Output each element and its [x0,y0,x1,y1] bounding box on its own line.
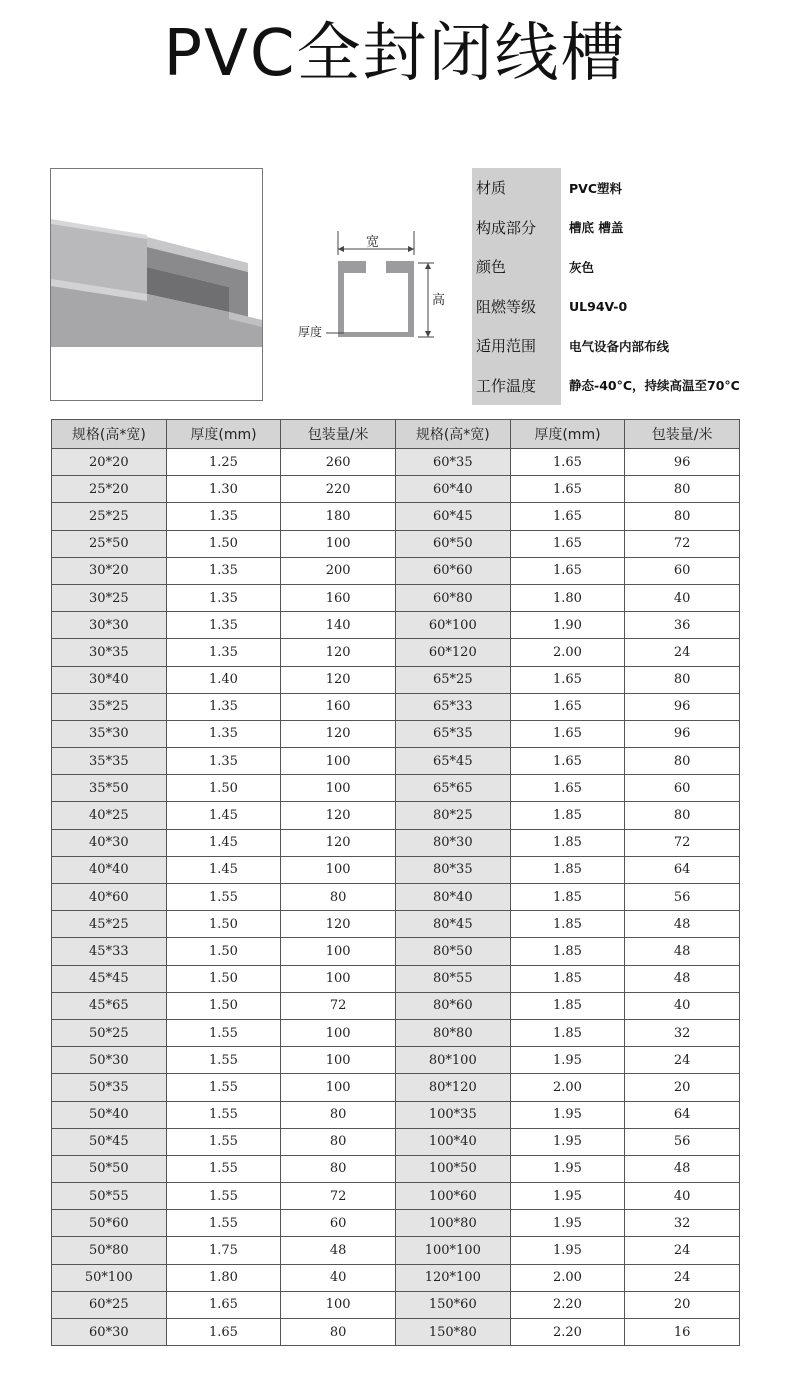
table-cell: 60 [281,1210,396,1237]
table-row [52,1237,740,1264]
table-cell: 100 [281,1047,396,1074]
table-row [52,584,740,611]
table-cell: 30*40 [52,666,167,693]
table-cell: 1.65 [510,557,625,584]
table-header-row [52,420,740,449]
spec-value: 槽底 槽盖 [569,220,624,236]
table-row [52,639,740,666]
table-cell: 72 [281,992,396,1019]
table-cell: 1.35 [166,612,281,639]
table-cell: 40 [281,1264,396,1291]
column-header: 规格(高*宽) [52,420,167,449]
table-cell: 1.65 [510,720,625,747]
table-row [52,938,740,965]
table-cell: 64 [625,1101,740,1128]
table-cell: 100 [281,938,396,965]
table-cell: 120*100 [395,1264,510,1291]
table-cell: 1.55 [166,1101,281,1128]
table-cell: 24 [625,639,740,666]
table-row [52,503,740,530]
table-cell: 1.45 [166,829,281,856]
table-cell: 40*25 [52,802,167,829]
table-cell: 60*30 [52,1319,167,1346]
spec-label: 颜色 [472,247,561,287]
table-cell: 1.85 [510,884,625,911]
table-cell: 80*45 [395,911,510,938]
table-cell: 50*35 [52,1074,167,1101]
table-cell: 72 [625,829,740,856]
spec-label: 阻燃等级 [472,287,561,327]
table-row [52,1019,740,1046]
table-row [52,829,740,856]
table-cell: 25*20 [52,476,167,503]
table-cell: 1.50 [166,775,281,802]
table-cell: 96 [625,449,740,476]
spec-value: UL94V-0 [569,298,628,314]
table-cell: 65*45 [395,748,510,775]
spec-row-material [472,168,740,208]
table-cell: 100*100 [395,1237,510,1264]
table-cell: 80 [625,802,740,829]
table-cell: 1.45 [166,802,281,829]
table-cell: 1.55 [166,1128,281,1155]
table-cell: 48 [625,938,740,965]
spec-row-flame-rating [472,287,740,327]
page-title: PVC全封闭线槽 [163,17,627,91]
table-cell: 100 [281,856,396,883]
table-cell: 1.95 [510,1128,625,1155]
table-cell: 100 [281,1019,396,1046]
table-cell: 100 [281,775,396,802]
table-cell: 2.00 [510,1264,625,1291]
table-row [52,1128,740,1155]
table-cell: 40 [625,992,740,1019]
table-cell: 100 [281,748,396,775]
table-cell: 120 [281,639,396,666]
spec-label: 材质 [472,168,561,208]
table-cell: 50*40 [52,1101,167,1128]
table-cell: 220 [281,476,396,503]
table-cell: 1.65 [510,693,625,720]
table-cell: 30*25 [52,584,167,611]
table-cell: 60*35 [395,449,510,476]
table-cell: 1.95 [510,1101,625,1128]
table-row [52,693,740,720]
table-cell: 80 [281,1128,396,1155]
table-cell: 140 [281,612,396,639]
table-cell: 1.75 [166,1237,281,1264]
table-cell: 1.25 [166,449,281,476]
table-cell: 120 [281,829,396,856]
table-row [52,748,740,775]
table-cell: 48 [625,911,740,938]
table-cell: 50*60 [52,1210,167,1237]
table-cell: 1.95 [510,1155,625,1182]
table-cell: 64 [625,856,740,883]
table-cell: 1.65 [510,775,625,802]
cross-section-diagram [290,225,460,345]
table-cell: 160 [281,584,396,611]
spec-label: 构成部分 [472,208,561,248]
size-table [51,419,740,1346]
table-cell: 40*30 [52,829,167,856]
table-cell: 60*80 [395,584,510,611]
spec-value: 静态-40°C，持续高温至70°C [569,378,740,394]
table-cell: 1.90 [510,612,625,639]
table-cell: 1.65 [166,1291,281,1318]
product-photo [50,168,263,401]
table-cell: 150*80 [395,1319,510,1346]
table-cell: 50*30 [52,1047,167,1074]
table-cell: 100 [281,530,396,557]
column-header: 厚度(mm) [510,420,625,449]
table-row [52,1155,740,1182]
table-cell: 100*60 [395,1183,510,1210]
table-cell: 45*45 [52,965,167,992]
table-cell: 160 [281,693,396,720]
table-cell: 80*120 [395,1074,510,1101]
column-header: 规格(高*宽) [395,420,510,449]
table-cell: 1.95 [510,1210,625,1237]
table-cell: 1.55 [166,1183,281,1210]
table-cell: 60 [625,557,740,584]
table-cell: 1.50 [166,965,281,992]
table-cell: 120 [281,802,396,829]
table-cell: 56 [625,884,740,911]
table-cell: 1.65 [166,1319,281,1346]
table-cell: 30*35 [52,639,167,666]
height-label: 高 [432,293,446,308]
table-cell: 80 [625,476,740,503]
table-cell: 1.50 [166,938,281,965]
table-cell: 80 [281,884,396,911]
table-cell: 35*35 [52,748,167,775]
spec-value: 电气设备内部布线 [569,338,670,354]
table-cell: 50*55 [52,1183,167,1210]
table-row [52,476,740,503]
table-cell: 1.55 [166,1019,281,1046]
table-cell: 80*100 [395,1047,510,1074]
table-cell: 1.85 [510,938,625,965]
table-cell: 60*50 [395,530,510,557]
table-cell: 30*20 [52,557,167,584]
table-cell: 1.30 [166,476,281,503]
table-cell: 80*50 [395,938,510,965]
column-header: 包装量/米 [281,420,396,449]
table-cell: 25*50 [52,530,167,557]
table-cell: 80 [625,666,740,693]
table-cell: 2.20 [510,1319,625,1346]
table-cell: 80*40 [395,884,510,911]
thickness-label: 厚度 [298,325,323,339]
table-cell: 1.35 [166,639,281,666]
table-cell: 96 [625,693,740,720]
table-cell: 60*45 [395,503,510,530]
table-cell: 20 [625,1291,740,1318]
table-cell: 1.95 [510,1237,625,1264]
table-row [52,775,740,802]
table-cell: 1.95 [510,1183,625,1210]
table-cell: 80*25 [395,802,510,829]
table-cell: 80 [281,1319,396,1346]
spec-row-color [472,247,740,287]
table-cell: 1.50 [166,911,281,938]
table-cell: 1.45 [166,856,281,883]
table-row [52,884,740,911]
table-cell: 50*45 [52,1128,167,1155]
table-cell: 1.65 [510,748,625,775]
table-cell: 24 [625,1047,740,1074]
table-cell: 1.85 [510,1019,625,1046]
table-cell: 100 [281,1074,396,1101]
table-cell: 1.85 [510,856,625,883]
table-cell: 45*33 [52,938,167,965]
table-cell: 80*35 [395,856,510,883]
table-cell: 1.35 [166,748,281,775]
table-cell: 48 [281,1237,396,1264]
table-cell: 2.00 [510,639,625,666]
table-cell: 40 [625,584,740,611]
table-cell: 36 [625,612,740,639]
table-cell: 1.95 [510,1047,625,1074]
table-cell: 35*50 [52,775,167,802]
table-cell: 80 [625,503,740,530]
table-cell: 50*50 [52,1155,167,1182]
table-cell: 80 [281,1101,396,1128]
table-row [52,965,740,992]
table-cell: 1.50 [166,530,281,557]
table-cell: 1.85 [510,992,625,1019]
spec-label: 适用范围 [472,326,561,366]
table-cell: 100*40 [395,1128,510,1155]
table-cell: 40 [625,1183,740,1210]
table-cell: 2.20 [510,1291,625,1318]
table-cell: 80*80 [395,1019,510,1046]
table-cell: 1.65 [510,476,625,503]
table-body [52,449,740,1346]
table-cell: 20 [625,1074,740,1101]
table-row [52,911,740,938]
table-cell: 72 [281,1183,396,1210]
table-cell: 200 [281,557,396,584]
table-cell: 80 [281,1155,396,1182]
table-cell: 120 [281,911,396,938]
table-cell: 72 [625,530,740,557]
column-header: 厚度(mm) [166,420,281,449]
table-cell: 56 [625,1128,740,1155]
table-row [52,1047,740,1074]
spec-row-application [472,326,740,366]
table-cell: 1.85 [510,965,625,992]
table-cell: 1.65 [510,530,625,557]
table-cell: 260 [281,449,396,476]
table-cell: 48 [625,1155,740,1182]
width-label: 宽 [366,235,380,250]
table-cell: 30*30 [52,612,167,639]
table-cell: 2.00 [510,1074,625,1101]
table-cell: 100*50 [395,1155,510,1182]
column-header: 包装量/米 [625,420,740,449]
table-cell: 120 [281,666,396,693]
table-cell: 150*60 [395,1291,510,1318]
table-cell: 50*80 [52,1237,167,1264]
table-cell: 60*60 [395,557,510,584]
table-cell: 80 [625,748,740,775]
table-cell: 100*35 [395,1101,510,1128]
table-cell: 120 [281,720,396,747]
table-cell: 65*25 [395,666,510,693]
table-cell: 60 [625,775,740,802]
table-row [52,1291,740,1318]
table-cell: 1.35 [166,503,281,530]
table-cell: 1.35 [166,584,281,611]
table-cell: 1.50 [166,992,281,1019]
table-cell: 1.55 [166,884,281,911]
table-cell: 1.35 [166,557,281,584]
table-cell: 1.55 [166,1210,281,1237]
table-cell: 80*60 [395,992,510,1019]
table-cell: 96 [625,720,740,747]
table-cell: 25*25 [52,503,167,530]
table-row [52,720,740,747]
table-cell: 1.65 [510,666,625,693]
table-row [52,1210,740,1237]
table-cell: 35*30 [52,720,167,747]
table-cell: 24 [625,1237,740,1264]
table-cell: 32 [625,1019,740,1046]
spec-value: 灰色 [569,259,595,275]
table-cell: 50*100 [52,1264,167,1291]
cable-trunking-image [51,169,262,400]
table-cell: 40*60 [52,884,167,911]
table-row [52,530,740,557]
table-cell: 80*30 [395,829,510,856]
table-cell: 1.35 [166,693,281,720]
table-row [52,1264,740,1291]
table-cell: 1.55 [166,1074,281,1101]
table-row [52,1183,740,1210]
table-cell: 65*35 [395,720,510,747]
table-cell: 180 [281,503,396,530]
spec-label: 工作温度 [472,366,561,406]
table-cell: 20*20 [52,449,167,476]
table-cell: 24 [625,1264,740,1291]
table-cell: 1.55 [166,1155,281,1182]
table-row [52,1101,740,1128]
table-cell: 1.55 [166,1047,281,1074]
table-cell: 40*40 [52,856,167,883]
table-cell: 65*65 [395,775,510,802]
table-cell: 48 [625,965,740,992]
table-cell: 100*80 [395,1210,510,1237]
table-cell: 60*100 [395,612,510,639]
table-cell: 1.35 [166,720,281,747]
table-cell: 1.80 [510,584,625,611]
table-cell: 100 [281,1291,396,1318]
spec-value: PVC塑料 [569,180,623,196]
table-cell: 1.65 [510,503,625,530]
spec-row-components [472,208,740,248]
table-cell: 60*120 [395,639,510,666]
table-cell: 45*25 [52,911,167,938]
table-row [52,802,740,829]
table-cell: 100 [281,965,396,992]
table-cell: 1.85 [510,829,625,856]
table-cell: 80*55 [395,965,510,992]
table-cell: 45*65 [52,992,167,1019]
spec-row-temperature [472,366,740,406]
table-cell: 1.85 [510,802,625,829]
table-row [52,449,740,476]
table-cell: 50*25 [52,1019,167,1046]
table-row [52,856,740,883]
table-row [52,1319,740,1346]
table-row [52,612,740,639]
table-cell: 32 [625,1210,740,1237]
table-cell: 1.80 [166,1264,281,1291]
spec-list [472,168,740,405]
table-row [52,557,740,584]
table-row [52,666,740,693]
table-cell: 1.65 [510,449,625,476]
table-cell: 60*40 [395,476,510,503]
table-cell: 1.40 [166,666,281,693]
table-cell: 65*33 [395,693,510,720]
table-row [52,992,740,1019]
table-cell: 16 [625,1319,740,1346]
table-row [52,1074,740,1101]
table-cell: 60*25 [52,1291,167,1318]
table-cell: 1.85 [510,911,625,938]
table-cell: 35*25 [52,693,167,720]
